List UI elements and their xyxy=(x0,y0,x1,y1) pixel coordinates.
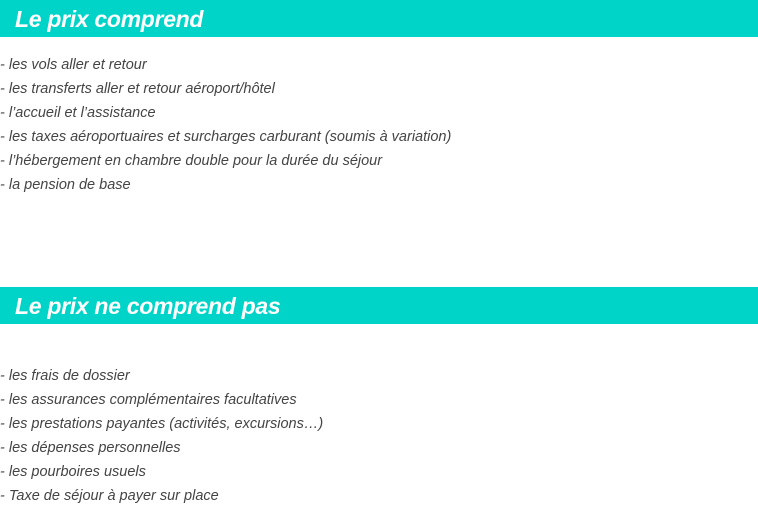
excluded-section-title: Le prix ne comprend pas xyxy=(15,293,281,319)
list-item: - les frais de dossier xyxy=(0,368,130,384)
included-list xyxy=(0,53,451,197)
list-item: - Taxe de séjour à payer sur place xyxy=(0,488,219,504)
list-item: - l’accueil et l’assistance xyxy=(0,105,156,121)
excluded-section-header xyxy=(0,287,758,324)
list-item: - les transferts aller et retour aéroport/hôtel xyxy=(0,81,275,97)
list-item: - la pension de base xyxy=(0,177,131,193)
list-item: - les pourboires usuels xyxy=(0,464,146,480)
excluded-list xyxy=(0,364,323,508)
list-item: - les dépenses personnelles xyxy=(0,440,181,456)
list-item: - les prestations payantes (activités, excursions…) xyxy=(0,416,324,432)
list-item: - l’hébergement en chambre double pour la durée du séjour xyxy=(0,153,383,169)
list-item: - les taxes aéroportuaires et surcharges carburant (soumis à variation) xyxy=(0,129,452,145)
included-section-header xyxy=(0,0,758,37)
list-item: - les assurances complémentaires facultatives xyxy=(0,392,297,408)
included-section-title: Le prix comprend xyxy=(15,6,204,32)
list-item: - les vols aller et retour xyxy=(0,57,147,73)
